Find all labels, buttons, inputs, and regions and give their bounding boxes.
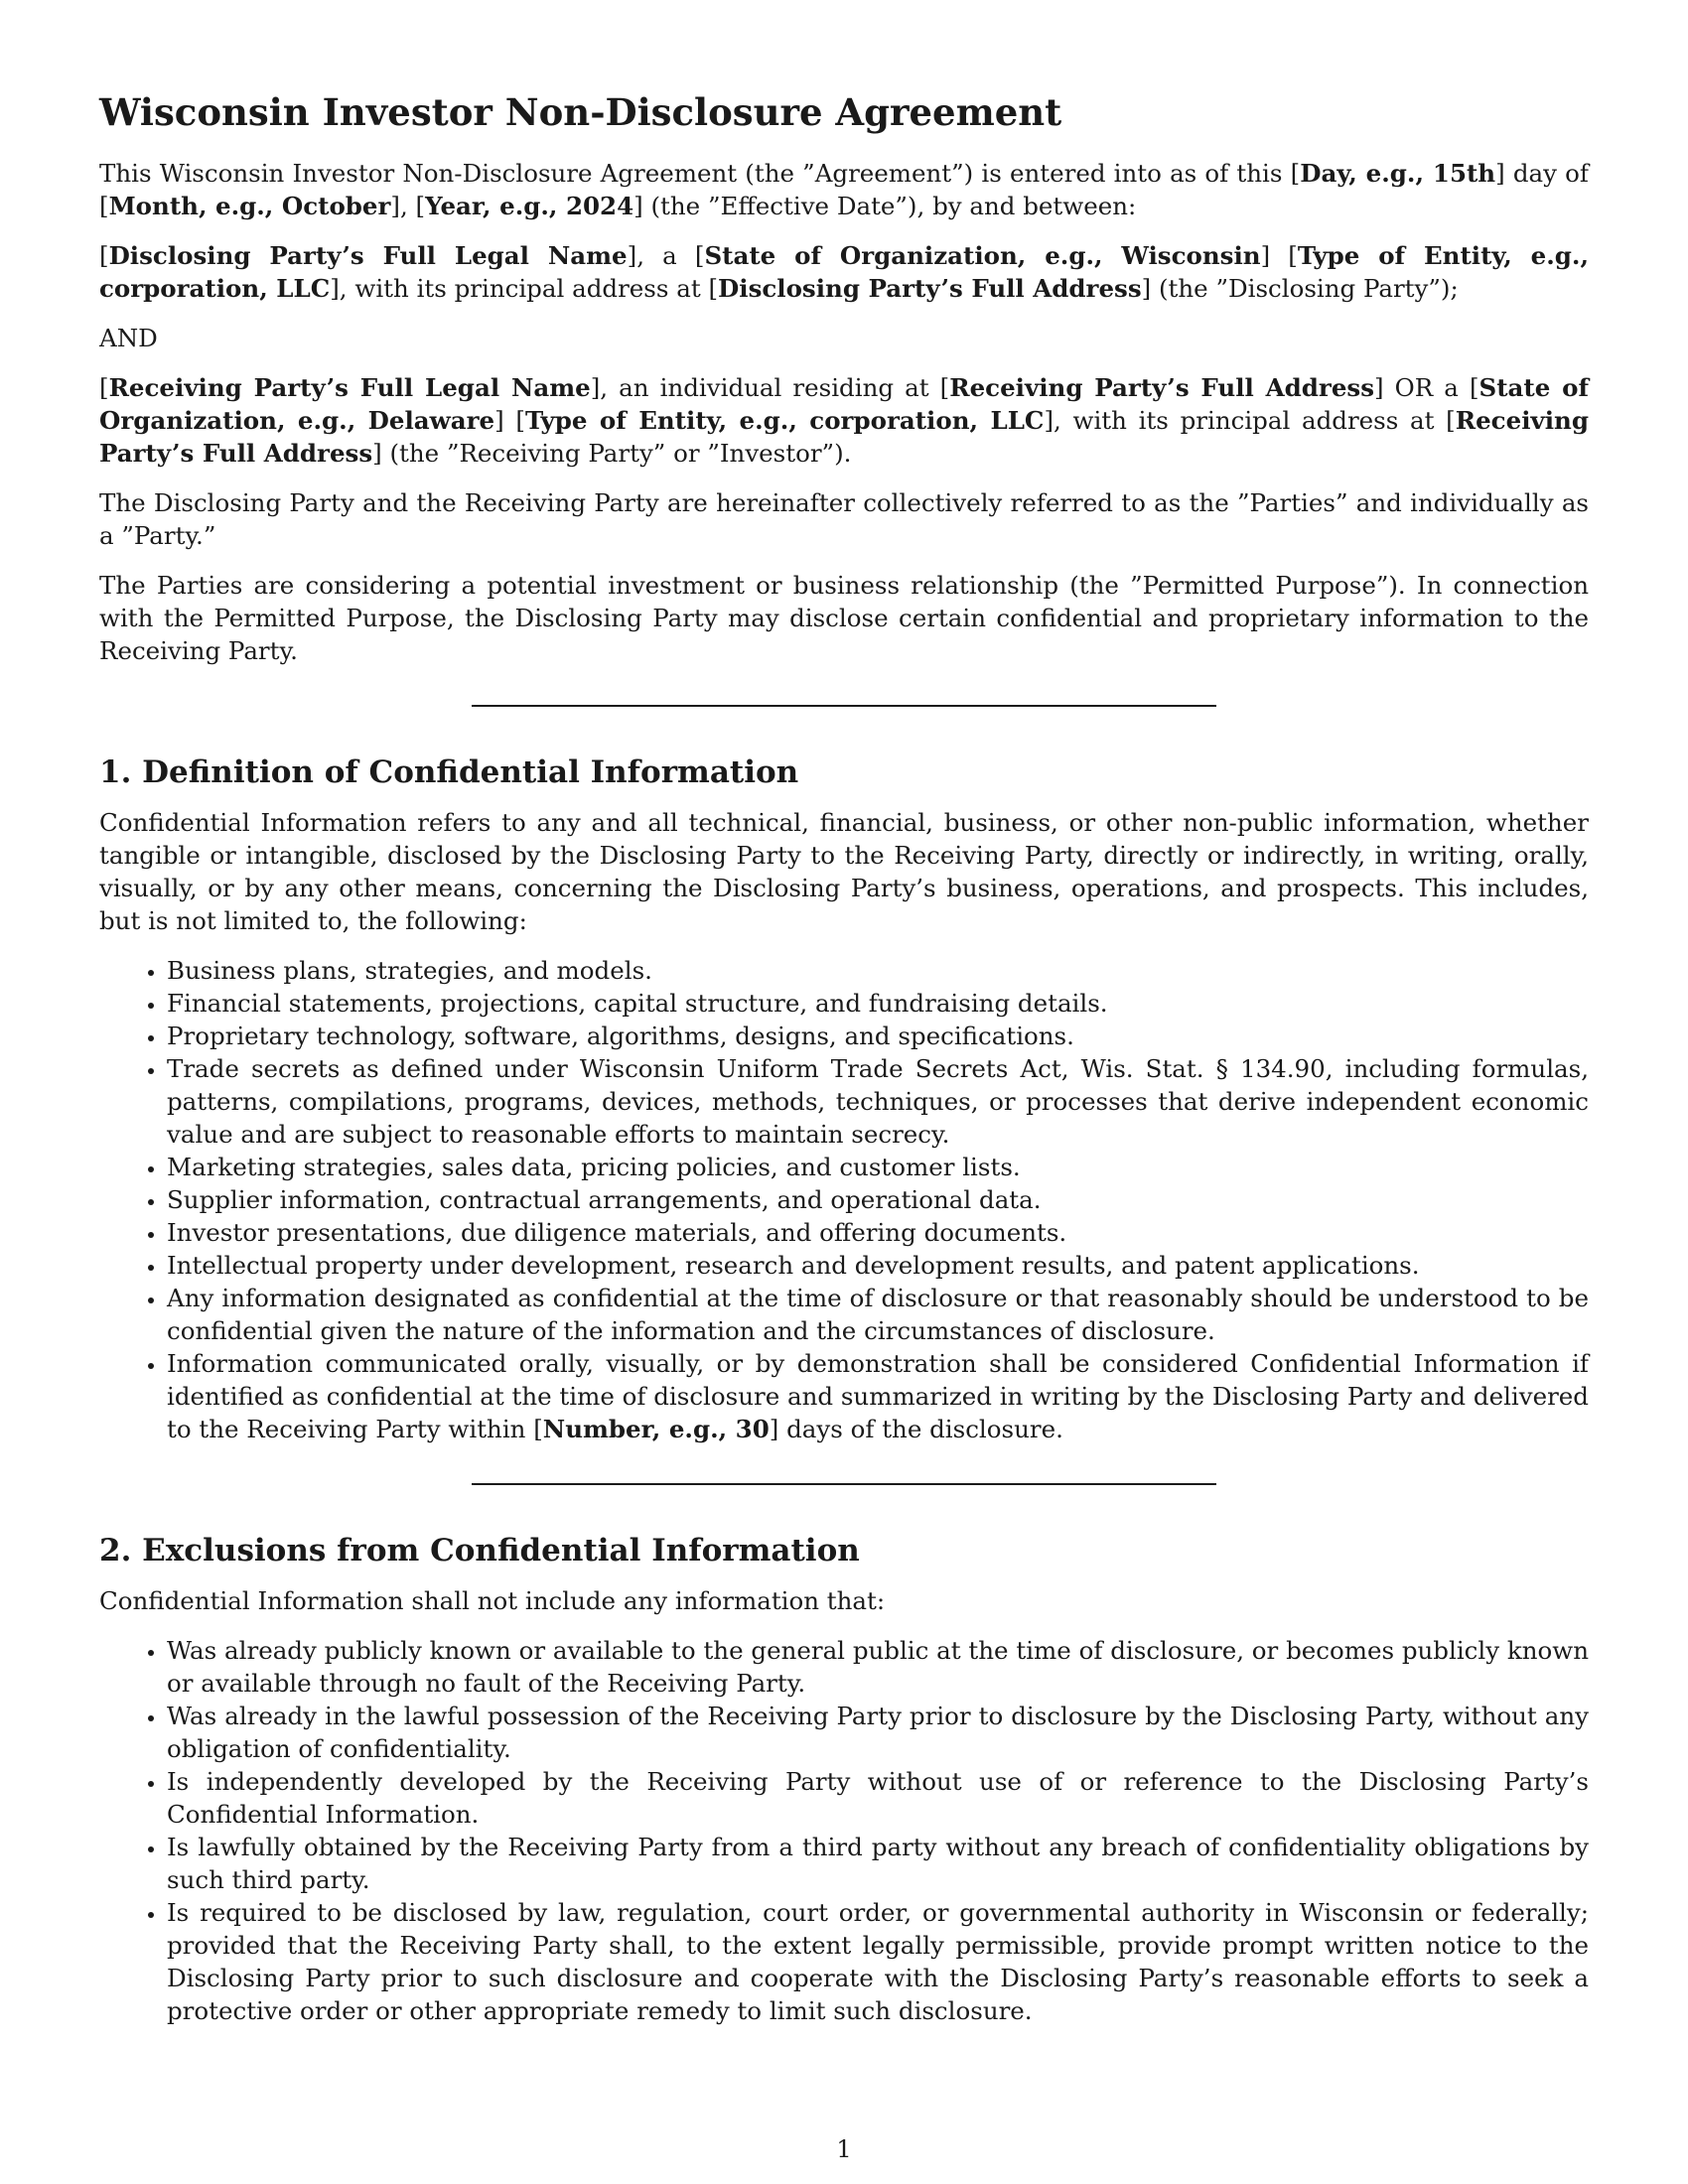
list-item: • Was already in the lawful possession of the Receiving Party prior to disclosure by the Disclosing Party, without any obligation of confidentiality. xyxy=(167,1700,1589,1765)
section-2-heading: 2. Exclusions from Confidential Information xyxy=(99,1533,860,1569)
section-divider xyxy=(472,1483,1216,1485)
day-placeholder: Day, e.g., 15th xyxy=(1300,159,1496,188)
section-2-intro: Confidential Information shall not include any information that: xyxy=(99,1586,886,1615)
intro-effective-date: This Wisconsin Investor Non-Disclosure Agreement (the ”Agreement”) is entered into as of this [Day, e.g., 15th] day of [Month, e.g., October], [Year, e.g., 2024] (the ”Effective Date”), by and between: xyxy=(99,159,1589,220)
list-item: • Financial statements, projections, capital structure, and fundraising details. xyxy=(167,987,1589,1020)
list-item: • Any information designated as confidential at the time of disclosure or that reasonably should be understood to be confidential given the nature of the information and the circumstances of disclosure. xyxy=(167,1282,1589,1347)
disclosing-party-entity-placeholder: Type of Entity, e.g., corporation, LLC xyxy=(99,241,1589,303)
disclosing-party-address-placeholder: Disclosing Party’s Full Address xyxy=(718,274,1142,303)
list-item: • Is lawfully obtained by the Receiving Party from a third party without any breach of confidentiality obligations by such third party. xyxy=(167,1831,1589,1896)
disclosing-party-name-placeholder: Disclosing Party’s Full Legal Name xyxy=(108,241,628,270)
and-separator: AND xyxy=(99,324,158,352)
purpose-paragraph: The Parties are considering a potential investment or business relationship (the ”Permitted Purpose”). In connection with the Permitted Purpose, the Disclosing Party may disclose certain confidential and proprietary information to the Receiving Party. xyxy=(99,571,1589,665)
list-item: • Is independently developed by the Receiving Party without use of or reference to the Disclosing Party’s Confidential Information. xyxy=(167,1765,1589,1831)
days-number-placeholder: Number, e.g., 30 xyxy=(542,1415,770,1443)
receiving-party-entity-placeholder: Type of Entity, e.g., corporation, LLC xyxy=(524,406,1045,435)
parties-paragraph: The Disclosing Party and the Receiving Party are hereinafter collectively referred to as the ”Parties” and individually as a ”Party.” xyxy=(99,488,1589,550)
receiving-party-address-placeholder: Receiving Party’s Full Address xyxy=(949,373,1375,402)
section-2-list xyxy=(99,1634,1589,2027)
list-item: • Trade secrets as defined under Wisconsin Uniform Trade Secrets Act, Wis. Stat. § 134.90, including formulas, patterns, compilations, programs, devices, methods, techniques, or processes that derive independent economic value and are subject to reasonable efforts to maintain secrecy. xyxy=(167,1052,1589,1151)
page-number: 1 xyxy=(836,2135,852,2163)
receiving-party-state-placeholder: State of Organization, e.g., Delaware xyxy=(99,373,1590,435)
list-item: • Marketing strategies, sales data, pricing policies, and customer lists. xyxy=(167,1151,1589,1183)
list-item: • Proprietary technology, software, algorithms, designs, and specifications. xyxy=(167,1020,1589,1052)
month-placeholder: Month, e.g., October xyxy=(108,192,391,220)
disclosing-party-paragraph: [Disclosing Party’s Full Legal Name], a [State of Organization, e.g., Wisconsin] [Type of Entity, e.g., corporation, LLC], with its principal address at [Disclosing Party’s Full Address] (the ”Disclosing Party”); xyxy=(99,241,1589,303)
section-divider xyxy=(472,705,1216,707)
list-item: • Investor presentations, due diligence materials, and offering documents. xyxy=(167,1216,1589,1249)
list-item: • Is required to be disclosed by law, regulation, court order, or governmental authority in Wisconsin or federally; provided that the Receiving Party shall, to the extent legally permissible, provide prompt written notice to the Disclosing Party prior to such disclosure and cooperate with the Disclosing Party’s reasonable efforts to seek a protective order or other appropriate remedy to limit such disclosure. xyxy=(167,1896,1589,2027)
document-page xyxy=(99,89,1589,2027)
list-item: • Supplier information, contractual arrangements, and operational data. xyxy=(167,1183,1589,1216)
receiving-party-paragraph: [Receiving Party’s Full Legal Name], an individual residing at [Receiving Party’s Full Address] OR a [State of Organization, e.g., Delaware] [Type of Entity, e.g., corporation, LLC], with its principal address at [Receiving Party’s Full Address] (the ”Receiving Party” or ”Investor”). xyxy=(99,373,1590,468)
receiving-party-address2-placeholder: Receiving Party’s Full Address xyxy=(99,406,1589,468)
section-1-list xyxy=(99,954,1589,1445)
list-item: • Was already publicly known or available to the general public at the time of disclosure, or becomes publicly known or available through no fault of the Receiving Party. xyxy=(167,1634,1589,1700)
list-item: • Information communicated orally, visually, or by demonstration shall be considered Confidential Information if identified as confidential at the time of disclosure and summarized in writing by the Disclosing Party and delivered to the Receiving Party within [Number, e.g., 30] days of the disclosure. xyxy=(167,1347,1589,1445)
section-1-intro: Confidential Information refers to any and all technical, financial, business, or other non-public information, whether tangible or intangible, disclosed by the Disclosing Party to the Receiving Party, directly or indirectly, in writing, orally, visually, or by any other means, concerning the Disclosing Party’s business, operations, and prospects. This includes, but is not limited to, the following: xyxy=(99,808,1589,935)
section-1-heading: 1. Definition of Confidential Information xyxy=(99,754,799,790)
year-placeholder: Year, e.g., 2024 xyxy=(425,192,634,220)
list-item: • Business plans, strategies, and models. xyxy=(167,954,1589,987)
document-title: Wisconsin Investor Non-Disclosure Agreement xyxy=(99,90,1062,134)
receiving-party-name-placeholder: Receiving Party’s Full Legal Name xyxy=(108,373,591,402)
list-item: • Intellectual property under development, research and development results, and patent applications. xyxy=(167,1249,1589,1282)
disclosing-party-state-placeholder: State of Organization, e.g., Wisconsin xyxy=(704,241,1261,270)
